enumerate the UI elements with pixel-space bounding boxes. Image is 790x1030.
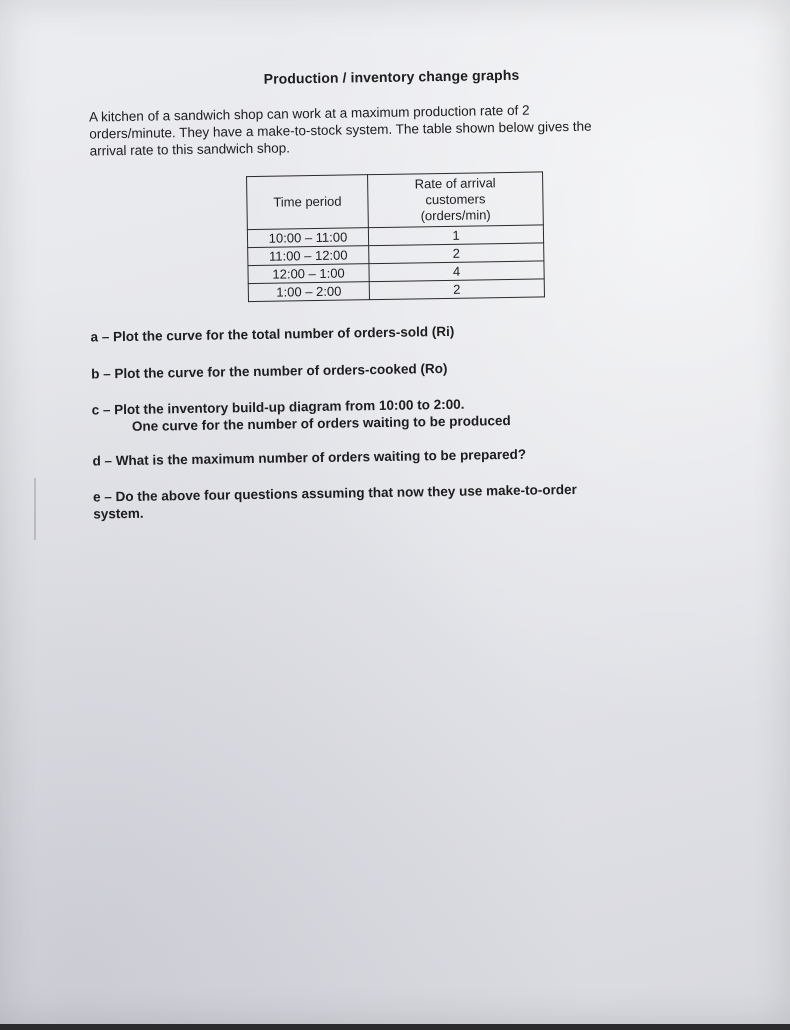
table-header-row <box>247 172 544 230</box>
intro-line: A kitchen of a sandwich shop can work at a maximum production rate of 2 <box>88 102 530 125</box>
document-title: Production / inventory change graphs <box>263 66 520 87</box>
header-arrival-rate <box>368 172 544 228</box>
intro-paragraph <box>89 99 690 159</box>
cell-rate: 4 <box>369 261 544 282</box>
cell-rate: 2 <box>369 279 544 300</box>
question-d: d – What is the maximum number of orders waiting to be prepared? <box>92 446 527 469</box>
arrival-rate-table <box>246 171 545 302</box>
cell-period: 12:00 – 1:00 <box>248 264 369 284</box>
cell-rate: 1 <box>368 225 543 246</box>
header-rate-line: Rate of arrival <box>414 175 496 192</box>
question-c-line2: One curve for the number of orders waiting to be produced <box>131 412 511 434</box>
header-rate-line: customers <box>425 191 486 208</box>
question-e-line2: system. <box>93 505 144 522</box>
pen-mark-decoration <box>34 478 36 540</box>
question-e-line1: e – Do the above four questions assuming that now they use make-to-order <box>92 481 577 505</box>
cell-period: 10:00 – 11:00 <box>247 228 368 248</box>
question-e <box>93 481 577 523</box>
header-rate-line: (orders/min) <box>420 207 491 224</box>
header-time-period: Time period <box>247 175 369 230</box>
intro-line: orders/minute. They have a make-to-stock system. The table shown below gives the <box>89 118 592 142</box>
intro-line: arrival rate to this sandwich shop. <box>89 140 291 159</box>
question-a: a – Plot the curve for the total number of orders-sold (Ri) <box>90 323 455 345</box>
table-row <box>248 279 544 302</box>
question-c <box>92 395 511 436</box>
question-b: b – Plot the curve for the number of orders-cooked (Ro) <box>91 360 448 382</box>
cell-period: 11:00 – 12:00 <box>248 246 369 266</box>
question-c-line1: c – Plot the inventory build-up diagram from 10:00 to 2:00. <box>91 396 465 418</box>
cell-rate: 2 <box>369 243 544 264</box>
cell-period: 1:00 – 2:00 <box>248 282 369 302</box>
